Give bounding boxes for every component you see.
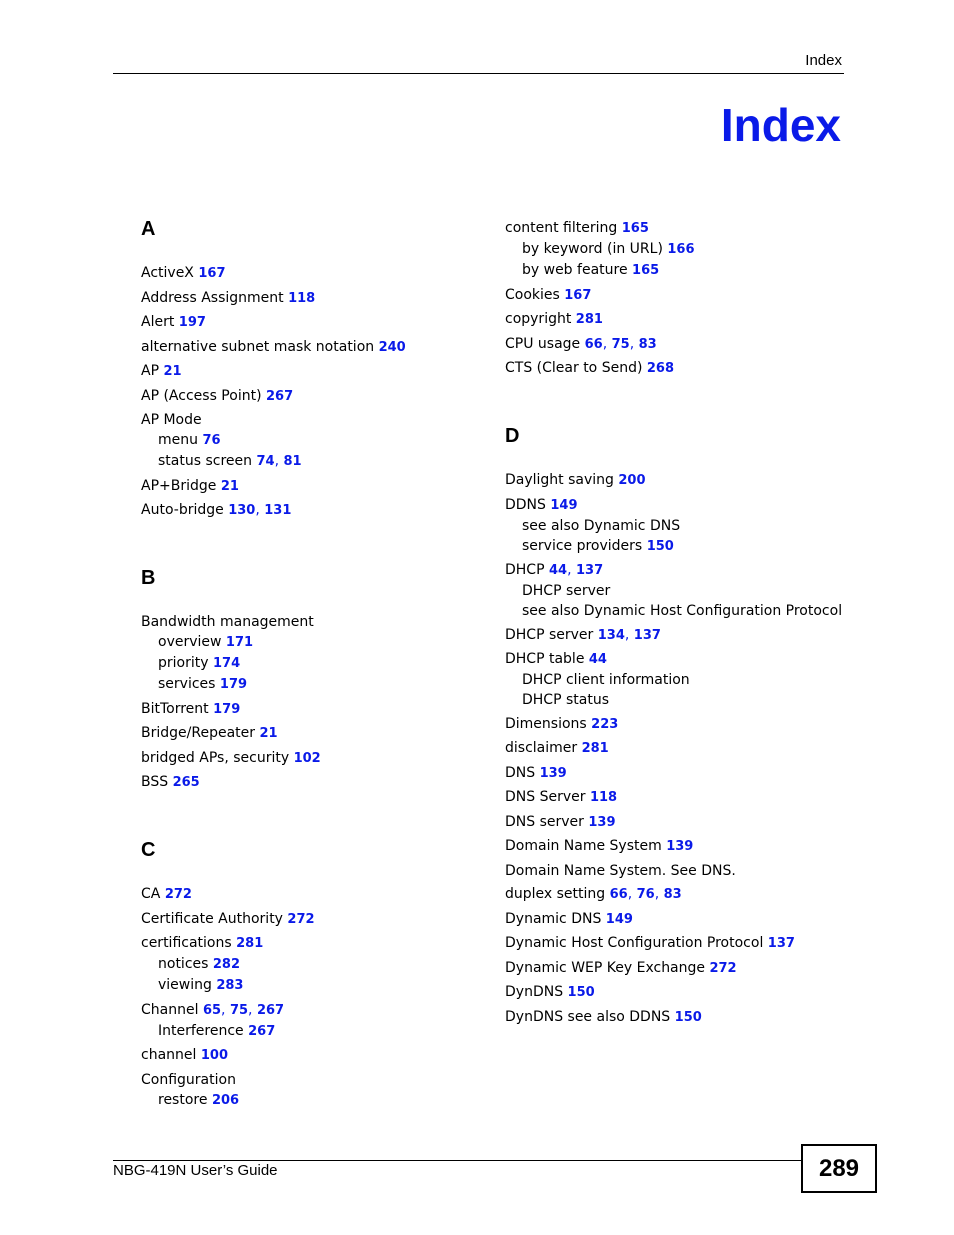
index-entry <box>505 560 850 621</box>
page-link[interactable]: 134 <box>597 627 625 643</box>
index-term: CA <box>141 886 161 902</box>
index-term: Daylight saving <box>505 472 614 488</box>
page-link[interactable]: 44 <box>548 563 568 578</box>
index-entry <box>505 285 850 306</box>
index-term: Cookies <box>505 286 560 303</box>
index-entry <box>141 410 501 472</box>
page-link[interactable]: 66 <box>609 887 628 902</box>
page-link[interactable]: 130 <box>228 503 256 518</box>
index-subentry <box>141 653 501 674</box>
page-link[interactable]: 74 <box>256 454 275 469</box>
page-link[interactable]: 118 <box>589 790 618 805</box>
index-entry <box>141 476 501 497</box>
page-link[interactable]: 200 <box>618 473 646 488</box>
index-subentry <box>505 690 850 710</box>
index-entry <box>505 334 850 355</box>
index-subterm: viewing <box>158 977 212 993</box>
index-entry <box>141 288 501 309</box>
index-entry <box>141 1070 501 1111</box>
page-link[interactable]: 179 <box>213 701 241 717</box>
index-entry <box>505 812 850 833</box>
index-entry <box>141 612 501 695</box>
page-link[interactable]: 165 <box>621 221 649 236</box>
index-subterm: menu <box>158 432 198 448</box>
index-subterm: service providers <box>522 537 643 554</box>
index-term: AP (Access Point) <box>141 387 262 404</box>
index-term: DHCP <box>505 562 545 578</box>
page-title: Index <box>720 99 841 151</box>
page-link[interactable]: 167 <box>564 287 592 303</box>
index-subterm: by web feature <box>522 262 628 278</box>
index-term: AP Mode <box>141 412 202 428</box>
index-term: AP <box>141 363 160 379</box>
index-term: alternative subnet mask notation <box>141 338 375 355</box>
page-link[interactable]: 65 <box>202 1002 222 1018</box>
index-term: Dynamic Host Configuration Protocol <box>505 935 764 951</box>
page-separator: , <box>602 335 612 352</box>
index-subentry <box>141 975 501 996</box>
page-link[interactable]: 66 <box>584 336 603 352</box>
index-entry <box>505 470 850 491</box>
page-link[interactable]: 21 <box>259 726 278 741</box>
section-letter: B <box>141 567 156 589</box>
page-link[interactable]: 283 <box>216 978 244 993</box>
page-link[interactable]: 272 <box>164 887 192 902</box>
page-link[interactable]: 281 <box>236 936 264 951</box>
index-term: DynDNS <box>505 984 564 1000</box>
index-entry <box>141 312 501 333</box>
index-subterm: Interference <box>158 1022 244 1039</box>
index-subentry <box>505 260 850 281</box>
page-link[interactable]: 149 <box>605 911 633 927</box>
index-subterm: notices <box>158 956 209 972</box>
page-separator: , <box>248 1001 257 1018</box>
page-link[interactable]: 282 <box>212 957 241 972</box>
page-link[interactable]: 131 <box>264 503 292 518</box>
footer-rule <box>113 1160 803 1161</box>
section-letter: D <box>505 425 520 447</box>
page-link[interactable]: 21 <box>163 364 182 379</box>
index-term: duplex setting <box>505 886 606 902</box>
page-link[interactable]: 137 <box>767 936 795 951</box>
running-head: Index <box>805 52 842 69</box>
page-separator: , <box>627 886 637 902</box>
index-entry <box>141 263 501 284</box>
index-subterm: by keyword (in URL) <box>522 241 663 257</box>
page-link[interactable]: 166 <box>667 242 695 257</box>
index-subentry <box>505 601 850 621</box>
footer-guide-title: NBG-419N User’s Guide <box>113 1162 278 1179</box>
index-entry <box>141 1000 501 1042</box>
index-entry <box>505 836 850 857</box>
index-subentry <box>505 581 850 601</box>
index-entry <box>505 495 850 557</box>
index-term: Dynamic WEP Key Exchange <box>505 959 706 976</box>
page-number: 289 <box>801 1144 877 1193</box>
index-term: Bridge/Repeater <box>141 725 256 741</box>
index-entry <box>505 738 850 759</box>
page-link[interactable]: 150 <box>567 985 595 1000</box>
index-term: AP+Bridge <box>141 477 217 494</box>
page-link[interactable]: 150 <box>674 1009 702 1025</box>
index-subentry <box>141 1021 501 1042</box>
page-link[interactable]: 76 <box>636 887 655 902</box>
index-term: DNS server <box>505 813 584 830</box>
page-link[interactable]: 149 <box>550 497 578 513</box>
index-subterm: priority <box>158 655 209 671</box>
index-term: Channel <box>141 1001 199 1018</box>
index-subentry <box>141 954 501 975</box>
index-subterm: DHCP server <box>522 583 611 599</box>
index-subterm: see also Dynamic DNS <box>522 517 681 534</box>
section-letter: C <box>141 839 156 861</box>
page-link[interactable]: 100 <box>200 1048 228 1063</box>
index-entry <box>505 909 850 930</box>
index-entry <box>141 772 501 793</box>
page-separator: , <box>221 1001 230 1018</box>
index-term: Address Assignment <box>141 289 284 306</box>
section-letter: A <box>141 218 156 240</box>
index-entry <box>505 218 850 281</box>
page-link[interactable]: 267 <box>256 1002 285 1018</box>
index-entry <box>505 787 850 808</box>
page-separator: , <box>255 502 265 518</box>
index-entry <box>505 884 850 905</box>
page-link[interactable]: 272 <box>709 960 737 976</box>
index-entry <box>141 500 501 521</box>
index-term: DNS <box>505 764 536 781</box>
index-section <box>505 218 850 379</box>
index-entry <box>141 884 501 905</box>
index-entry <box>505 982 850 1003</box>
index-term: channel <box>141 1047 197 1063</box>
index-entry <box>141 723 501 744</box>
page-link[interactable]: 83 <box>663 887 682 902</box>
index-subentry <box>505 536 850 557</box>
index-subterm: restore <box>158 1091 208 1108</box>
index-term: CTS (Clear to Send) <box>505 360 643 376</box>
index-subterm: DHCP status <box>522 692 609 708</box>
index-entry <box>141 909 501 930</box>
index-term: DDNS <box>505 496 546 513</box>
page-link[interactable]: 150 <box>646 538 674 554</box>
index-term: Certificate Authority <box>141 910 283 927</box>
page-link[interactable]: 206 <box>211 1092 240 1108</box>
index-term: Domain Name System <box>505 838 662 854</box>
page-link[interactable]: 75 <box>611 336 630 352</box>
index-section <box>141 839 501 1111</box>
page-link[interactable]: 137 <box>575 563 604 578</box>
index-subentry <box>141 632 501 653</box>
index-term: ActiveX <box>141 265 194 281</box>
page-link[interactable]: 81 <box>283 454 302 469</box>
index-entry <box>141 748 501 769</box>
index-term: disclaimer <box>505 740 578 756</box>
page-link[interactable]: 44 <box>588 652 607 667</box>
page-link[interactable]: 76 <box>202 433 221 448</box>
page-link[interactable]: 281 <box>575 312 603 327</box>
page-link[interactable]: 267 <box>248 1023 276 1039</box>
page-link[interactable]: 179 <box>219 677 248 692</box>
index-subentry <box>141 1090 501 1111</box>
page-link[interactable]: 21 <box>220 478 239 494</box>
page-link[interactable]: 118 <box>288 290 316 306</box>
index-term: bridged APs, security <box>141 749 290 766</box>
index-entry <box>505 358 850 379</box>
index-subentry <box>141 674 501 695</box>
index-term: content filtering <box>505 220 618 236</box>
index-subentry <box>141 430 501 451</box>
index-entry <box>141 699 501 720</box>
index-entry <box>505 309 850 330</box>
index-entry <box>505 933 850 954</box>
page-separator: , <box>274 453 284 469</box>
index-subterm: status screen <box>158 453 253 469</box>
index-subterm: overview <box>158 634 222 650</box>
index-column-left <box>141 218 501 1114</box>
page-link[interactable]: 165 <box>632 263 660 278</box>
page-link[interactable]: 267 <box>265 388 294 404</box>
index-term: copyright <box>505 311 572 327</box>
page-link[interactable]: 171 <box>225 635 254 650</box>
page-separator: , <box>567 562 576 578</box>
index-section <box>505 425 850 1028</box>
index-subterm: see also Dynamic Host Configuration Protocol <box>522 603 843 619</box>
index-term: Auto-bridge <box>141 502 224 518</box>
page-link[interactable]: 265 <box>172 775 200 790</box>
page-link[interactable]: 102 <box>293 750 321 766</box>
index-term: DynDNS see also DDNS <box>505 1008 671 1025</box>
index-term: Configuration <box>141 1071 236 1088</box>
index-term: BitTorrent <box>141 700 209 717</box>
index-term: certifications <box>141 935 232 951</box>
index-term: CPU usage <box>505 335 581 352</box>
index-subterm: services <box>158 676 216 692</box>
page-link[interactable]: 174 <box>212 656 241 671</box>
page-link[interactable]: 75 <box>229 1002 249 1018</box>
index-term: DHCP server <box>505 626 594 643</box>
page-separator: , <box>654 886 664 902</box>
index-entry <box>505 649 850 710</box>
page-link[interactable]: 197 <box>178 315 206 330</box>
index-entry <box>141 337 501 358</box>
page-link[interactable]: 139 <box>588 814 616 830</box>
index-entry <box>505 1007 850 1028</box>
page-link[interactable]: 268 <box>646 361 675 376</box>
index-subterm: DHCP client information <box>522 672 690 688</box>
index-term: Dimensions <box>505 715 587 732</box>
page-separator: , <box>624 626 634 643</box>
index-section <box>141 218 501 521</box>
index-section <box>141 567 501 793</box>
index-entry <box>505 861 850 881</box>
page-link[interactable]: 137 <box>633 627 661 643</box>
index-term: Dynamic DNS <box>505 910 602 927</box>
page-link[interactable]: 139 <box>539 765 567 781</box>
index-entry <box>141 361 501 382</box>
page-link[interactable]: 272 <box>287 911 315 927</box>
index-term: Bandwidth management <box>141 614 314 630</box>
index-subentry <box>505 239 850 260</box>
index-entry <box>505 625 850 646</box>
page-link[interactable]: 139 <box>666 839 694 854</box>
index-entry <box>141 933 501 996</box>
index-term: BSS <box>141 774 169 790</box>
index-subentry <box>505 670 850 690</box>
index-term: Domain Name System. See DNS. <box>505 862 736 879</box>
index-entry <box>505 763 850 784</box>
index-subentry <box>505 516 850 536</box>
index-entry <box>505 714 850 735</box>
index-entry <box>505 958 850 979</box>
index-term: Alert <box>141 314 175 330</box>
page-link[interactable]: 167 <box>198 266 226 281</box>
index-entry <box>141 1045 501 1066</box>
index-column-right <box>505 218 850 1031</box>
header-rule <box>113 73 844 74</box>
page-separator: , <box>629 335 639 352</box>
page-link[interactable]: 223 <box>591 716 619 732</box>
page-link[interactable]: 83 <box>638 336 657 352</box>
page-link[interactable]: 281 <box>581 741 609 756</box>
page-link[interactable]: 240 <box>378 339 406 355</box>
index-subentry <box>141 451 501 472</box>
index-term: DHCP table <box>505 651 585 667</box>
index-term: DNS Server <box>505 789 586 805</box>
index-entry <box>141 386 501 407</box>
